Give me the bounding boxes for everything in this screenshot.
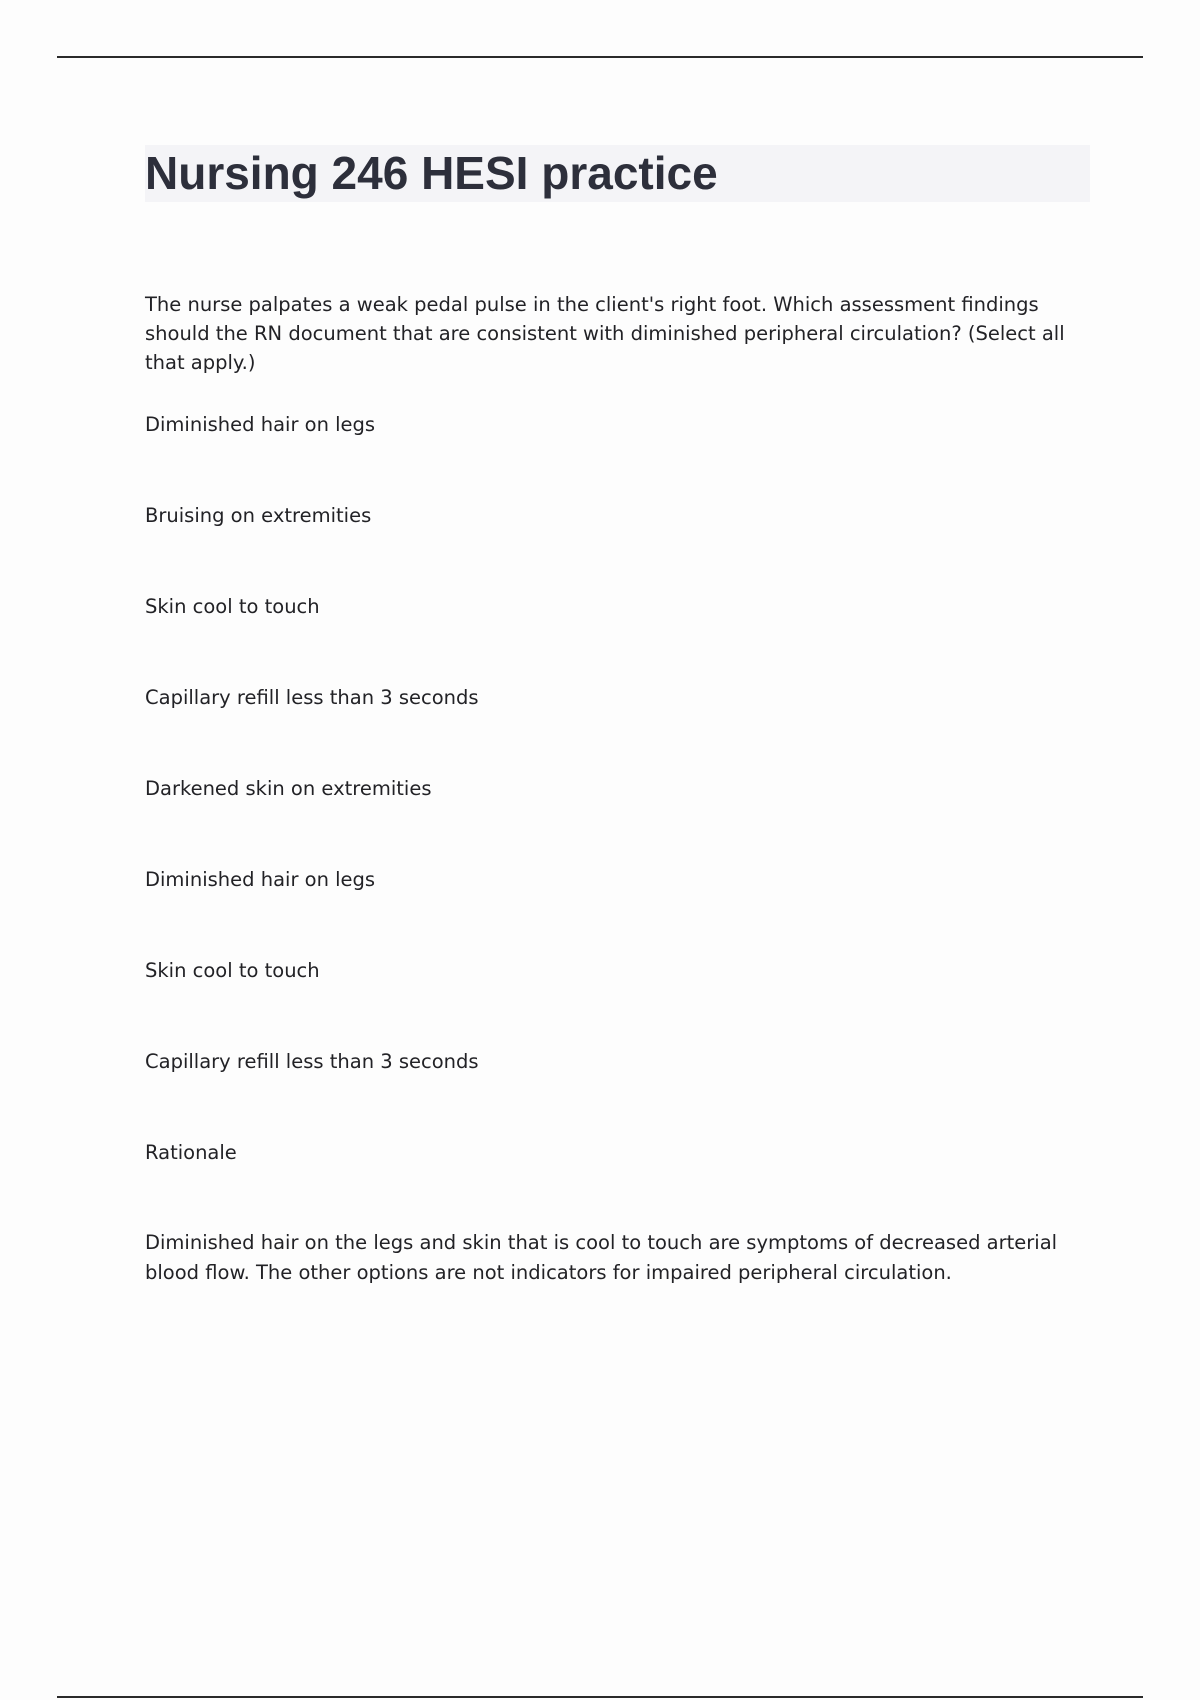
answer-capillary-refill: Capillary refill less than 3 seconds <box>145 1050 479 1073</box>
answer-diminished-hair: Diminished hair on legs <box>145 868 376 891</box>
bottom-rule <box>57 1696 1143 1698</box>
rationale-text: Diminished hair on the legs and skin that is cool to touch are symptoms of decreased arterial blood flow. The other options are not indicators for impaired peripheral circulation. <box>145 1231 1058 1284</box>
option-bruising: Bruising on extremities <box>145 504 372 527</box>
option-skin-cool: Skin cool to touch <box>145 595 320 618</box>
option-diminished-hair: Diminished hair on legs <box>145 413 376 436</box>
question-content <box>145 290 1085 1284</box>
page-title: Nursing 246 HESI practice <box>145 147 718 199</box>
answer-skin-cool: Skin cool to touch <box>145 959 320 982</box>
top-rule <box>57 56 1143 58</box>
question-text: The nurse palpates a weak pedal pulse in the client's right foot. Which assessment findings should the RN document that are consistent with diminished peripheral circulation? (Select all that apply.) <box>145 293 1065 374</box>
rationale-label: Rationale <box>145 1141 237 1164</box>
option-capillary-refill: Capillary refill less than 3 seconds <box>145 686 479 709</box>
option-darkened-skin: Darkened skin on extremities <box>145 777 432 800</box>
